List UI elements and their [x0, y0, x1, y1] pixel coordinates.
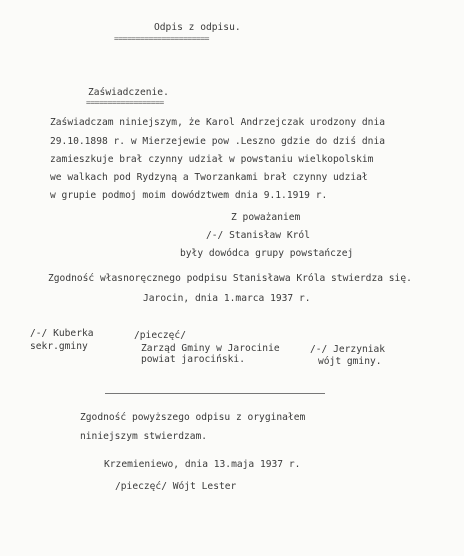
- attestation-place-date: Jarocin, dnia 1.marca 1937 r.: [143, 293, 311, 304]
- copy-certification-line-2: niniejszym stwierdzam.: [80, 431, 208, 442]
- body-line-5: w grupie podmoj moim dowództwem dnia 9.1.1919 r.: [50, 190, 328, 201]
- title-underline: ======================: [114, 34, 209, 43]
- right-signature-role: wójt gminy.: [318, 356, 382, 367]
- copy-certification-line-1: Zgodność powyższego odpisu z oryginałem: [80, 412, 306, 423]
- heading-underline: ==================: [86, 98, 164, 107]
- body-line-3: zamieszkuje brał czynny udział w powstaniu wielkopolskim: [50, 154, 374, 165]
- document-title: Odpis z odpisu.: [154, 22, 241, 33]
- signature-text: /-/ Stanisław Król: [206, 230, 310, 241]
- body-line-1: Zaświadczam niniejszym, że Karol Andrzejczak urodzony dnia: [50, 117, 386, 128]
- left-signature-name: /-/ Kuberka: [30, 328, 94, 339]
- copy-stamp-signature: /pieczęć/ Wójt Lester: [115, 481, 237, 492]
- left-signature-role: sekr.gminy: [30, 341, 88, 352]
- stamp-district: powiat jarociński.: [141, 354, 245, 365]
- certificate-heading: Zaświadczenie.: [88, 87, 169, 98]
- body-line-4: we walkach pod Rydzyną a Tworzankami brał czynny udział: [50, 172, 368, 183]
- stamp-office: Zarząd Gminy w Jarocinie: [141, 343, 280, 354]
- copy-place-date: Krzemieniewo, dnia 13.maja 1937 r.: [104, 459, 301, 470]
- body-line-2: 29.10.1898 r. w Mierzejewie pow .Leszno gdzie do dziś dnia: [50, 136, 386, 147]
- closing-text: Z poważaniem: [231, 212, 301, 223]
- right-signature-name: /-/ Jerzyniak: [310, 344, 386, 355]
- attestation-statement: Zgodność własnoręcznego podpisu Stanisława Króla stwierdza się.: [48, 273, 412, 284]
- separator-line: [105, 393, 325, 394]
- signature-role: były dowódca grupy powstańczej: [180, 248, 354, 259]
- stamp-label: /pieczęć/: [134, 330, 186, 341]
